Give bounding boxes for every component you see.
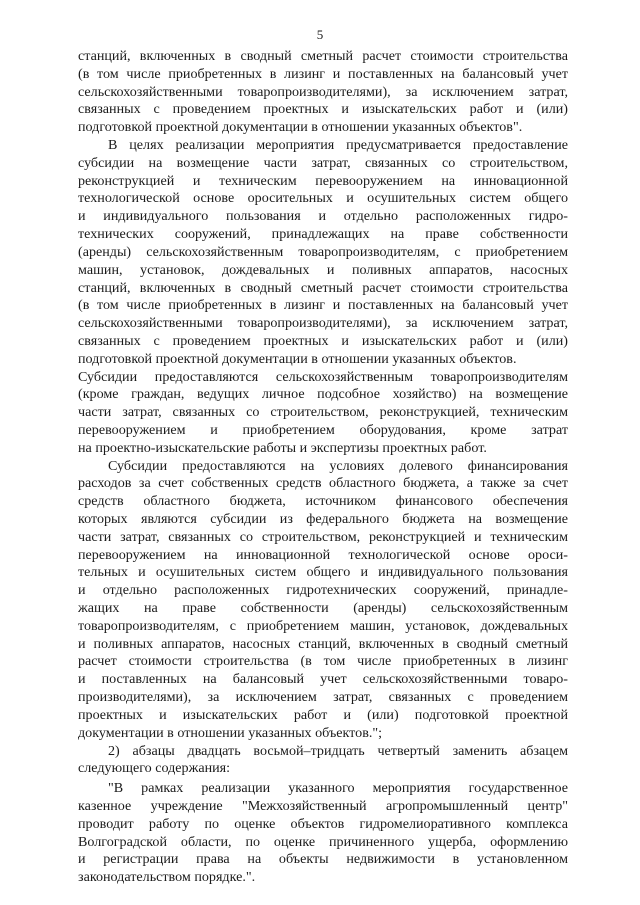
text-line: перевооружением на инновационной технологической основе ороси- (78, 546, 568, 563)
text-line: станций, включенных в сводный сметный расчет стоимости строительства (78, 279, 568, 296)
text-line: товаропроизводителям, с приобретением машин, установок, дождевальных (78, 617, 568, 634)
text-line: следующего содержания: (78, 760, 231, 777)
text-line: документации в отношении указанных объектов."; (78, 724, 383, 741)
text-line: которых являются субсидии из федерального бюджета на возмещение (78, 511, 568, 528)
text-line: части затрат, связанных со строительством, реконструкцией и техническим (78, 528, 568, 545)
text-line: В целях реализации мероприятия предусматривается предоставление (108, 137, 568, 154)
text-line: машин, установок, дождевальных и поливных аппаратов, насосных (78, 261, 568, 278)
text-line: и отдельно расположенных гидротехнических сооружений, принадле- (78, 582, 568, 599)
text-line: и регистрации права на объекты недвижимости в установленном (78, 851, 568, 868)
text-line: части затрат, связанных со строительством, реконструкцией, техническим (78, 404, 568, 421)
text-line: расходов за счет собственных средств областного бюджета, а также за счет (78, 475, 568, 492)
text-line: и поставленных на балансовый учет сельскохозяйственными товаро- (78, 671, 568, 688)
text-line: тельных и осушительных систем общего и индивидуального пользования (78, 564, 568, 581)
text-line: технических сооружений, принадлежащих на праве собственности (78, 226, 568, 243)
text-line: сельскохозяйственными товаропроизводителями), за исключением затрат, (78, 315, 568, 332)
text-line: средств областного бюджета, источником финансового обеспечения (78, 493, 568, 510)
text-line: Субсидии предоставляются на условиях долевого финансирования (108, 457, 568, 474)
text-line: проектных и изыскательских работ и (или) подготовкой проектной (78, 706, 568, 723)
text-line: и индивидуального пользования и отдельно расположенных гидро- (78, 208, 568, 225)
text-line: (в том числе приобретенных в лизинг и поставленных на балансовый учет (78, 65, 568, 82)
text-line: субсидии на возмещение части затрат, связанных со строительством, (78, 154, 568, 171)
text-line: "В рамках реализации указанного мероприятия государственное (108, 780, 568, 797)
text-line: 2) абзацы двадцать восьмой–тридцать четвертый заменить абзацем (108, 742, 568, 759)
text-line: Волгоградской области, по оценке причиненного ущерба, оформлению (78, 833, 568, 850)
text-line: (аренды) сельскохозяйственным товаропроизводителям, с приобретением (78, 243, 568, 260)
text-line: подготовкой проектной документации в отношении указанных объектов. (78, 350, 517, 367)
text-line: казенное учреждение "Межхозяйственный агропромышленный центр" (78, 797, 568, 814)
text-line: подготовкой проектной документации в отношении указанных объектов". (78, 119, 523, 136)
text-line: производителями), за исключением затрат, связанных с проведением (78, 689, 568, 706)
text-line: (кроме граждан, ведущих личное подсобное хозяйство) на возмещение (78, 386, 568, 403)
text-line: на проектно-изыскательские работы и экспертизы проектных работ. (78, 439, 487, 456)
text-line: Субсидии предоставляются сельскохозяйственным товаропроизводителям (78, 368, 568, 385)
text-line: законодательством порядке.". (78, 869, 256, 886)
text-line: сельскохозяйственными товаропроизводителями), за исключением затрат, (78, 83, 568, 100)
text-line: (в том числе приобретенных в лизинг и поставленных на балансовый учет (78, 297, 568, 314)
text-line: технологической основе оросительных и осушительных систем общего (78, 190, 568, 207)
text-line: перевооружением и приобретением оборудования, кроме затрат (78, 421, 568, 438)
text-line: расчет стоимости строительства (в том числе приобретенных в лизинг (78, 653, 568, 670)
text-line: жащих на праве собственности (аренды) сельскохозяйственным (78, 600, 568, 617)
text-line: реконструкцией и техническим перевооружением на инновационной (78, 172, 568, 189)
text-line: связанных с проведением проектных и изыскательских работ и (или) (78, 101, 568, 118)
page-number: 5 (316, 27, 324, 42)
text-line: связанных с проведением проектных и изыскательских работ и (или) (78, 332, 568, 349)
text-line: проводит работу по оценке объектов гидромелиоративного комплекса (78, 815, 568, 832)
text-line: станций, включенных в сводный сметный расчет стоимости строительства (78, 48, 568, 64)
text-line: и поливных аппаратов, насосных станций, включенных в сводный сметный (78, 635, 568, 652)
